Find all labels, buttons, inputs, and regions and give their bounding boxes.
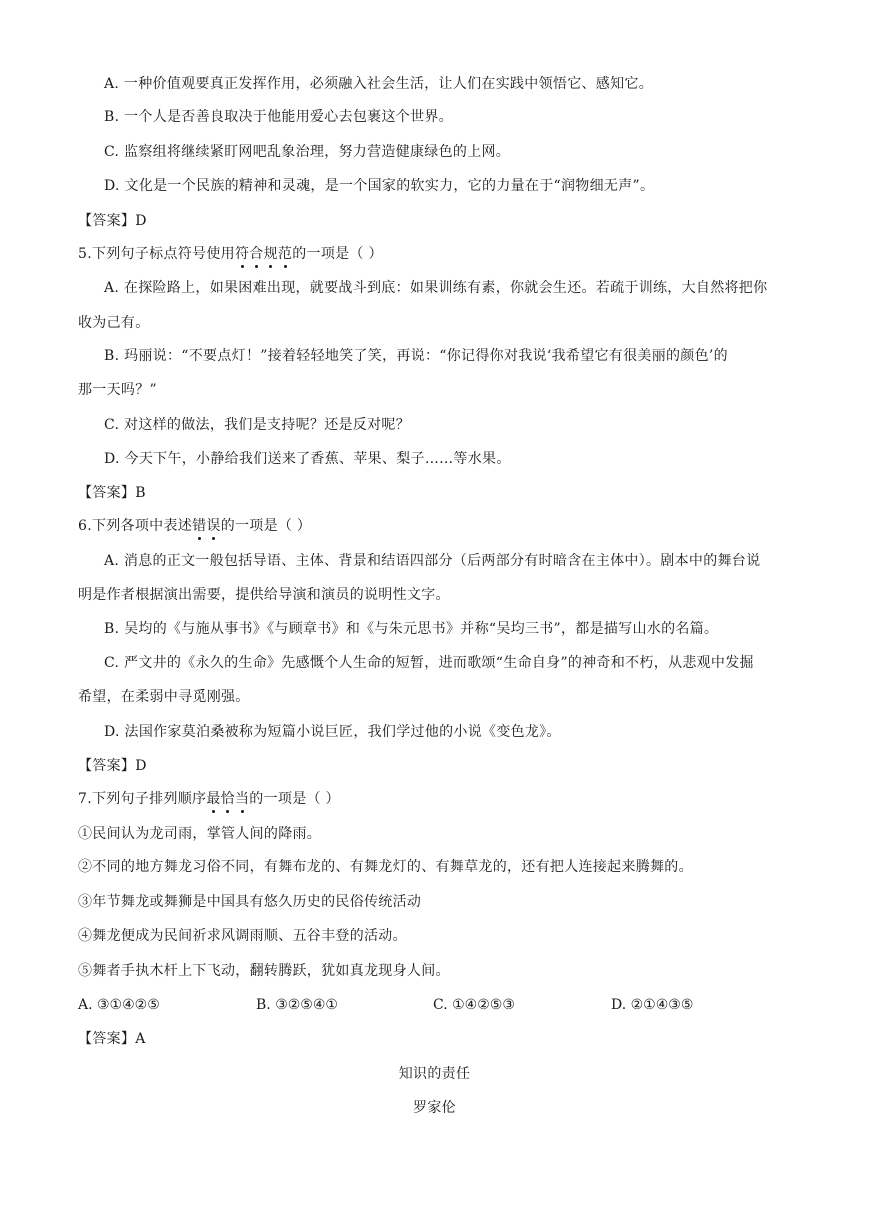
q4-answer: 【答案】D xyxy=(78,213,147,229)
q6-option-b: B. 吴均的《与施从事书》《与顾章书》和《与朱元思书》并称“吴均三书”，都是描写山水的名篇。 xyxy=(104,621,719,637)
q6-answer: 【答案】D xyxy=(78,758,147,774)
q5-answer: 【答案】B xyxy=(78,485,146,501)
q7-sentence-2: ②不同的地方舞龙习俗不同，有舞布龙的、有舞龙灯的、有舞草龙的，还有把人连接起来腾舞的。 xyxy=(78,859,693,875)
q4-option-b: B. 一个人是否善良取决于他能用爱心去包裹这个世界。 xyxy=(104,109,453,125)
q7-options xyxy=(78,995,798,1015)
q7-stem-pre: 7.下列句子排列顺序 xyxy=(78,791,207,807)
q5-stem xyxy=(78,244,383,264)
q5-option-a-line1: A. 在探险路上，如果困难出现，就要战斗到底：如果训练有素，你就会生还。若疏于训练，大自然将把你 xyxy=(104,280,768,296)
q7-option-b: B. ③②⑤④① xyxy=(256,997,338,1013)
q6-option-c-line2: 希望，在柔弱中寻觅刚强。 xyxy=(78,689,250,705)
q7-answer: 【答案】A xyxy=(78,1031,146,1047)
q5-option-c: C. 对这样的做法，我们是支持呢？还是反对呢？ xyxy=(104,417,411,433)
q5-emphasis-char: 合 xyxy=(249,246,264,262)
q5-emphasis-char: 范 xyxy=(277,246,293,262)
q7-sentence-3: ③年节舞龙或舞狮是中国具有悠久历史的民俗传统活动 xyxy=(78,894,422,910)
q7-emphasis-char: 当 xyxy=(234,791,250,807)
q7-option-c: C. ①④②⑤③ xyxy=(433,997,515,1013)
article-author: 罗家伦 xyxy=(413,1100,456,1116)
q6-emphasis-char: 误 xyxy=(206,518,221,534)
q6-stem xyxy=(78,516,311,536)
q4-option-c: C. 监察组将继续紧盯网吧乱象治理，努力营造健康绿色的上网。 xyxy=(104,144,511,160)
q7-sentence-4: ④舞龙便成为民间祈求风调雨顺、五谷丰登的活动。 xyxy=(78,928,407,944)
q6-option-d: D. 法国作家莫泊桑被称为短篇小说巨匠，我们学过他的小说《变色龙》。 xyxy=(104,724,561,740)
q5-option-b-line1: B. 玛丽说：“不要点灯！”接着轻轻地笑了笑，再说：“你记得你对我说‘我希望它有很美丽的颜色’的 xyxy=(104,348,728,364)
q4-option-a: A. 一种价值观要真正发挥作用，必须融入社会生活，让人们在实践中领悟它、感知它。 xyxy=(104,76,654,92)
q6-stem-post: 的一项是（ ） xyxy=(220,518,312,534)
q6-option-c-line1: C. 严文井的《永久的生命》先感慨个人生命的短暂，进而歌颂“生命自身”的神奇和不朽，从悲观中发掘 xyxy=(104,655,754,671)
q7-option-a: A. ③①④②⑤ xyxy=(78,997,160,1013)
q5-option-d: D. 今天下午，小静给我们送来了香蕉、苹果、梨子……等水果。 xyxy=(104,451,511,467)
q6-stem-pre: 6.下列各项中表述 xyxy=(78,518,193,534)
q7-stem xyxy=(78,789,340,809)
q7-sentence-1: ①民间认为龙司雨，掌管人间的降雨。 xyxy=(78,826,322,842)
q6-option-a-line2: 明是作者根据演出需要，提供给导演和演员的说明性文字。 xyxy=(78,587,450,603)
q5-stem-pre: 5.下列句子标点符号使用 xyxy=(78,246,235,262)
article-title: 知识的责任 xyxy=(398,1066,471,1082)
q5-emphasis-char: 符 xyxy=(234,246,250,262)
q6-option-a-line1: A. 消息的正文一般包括导语、主体、背景和结语四部分（后两部分有时暗含在主体中）。剧本中的舞台说 xyxy=(104,553,761,569)
q7-option-d: D. ②①④③⑤ xyxy=(611,997,694,1013)
q4-option-d: D. 文化是一个民族的精神和灵魂，是一个国家的软实力，它的力量在于“润物细无声”。 xyxy=(104,178,655,194)
q5-option-b-line2: 那一天吗？” xyxy=(78,382,157,398)
q7-emphasis-char: 恰 xyxy=(220,791,235,807)
q5-option-a-line2: 收为己有。 xyxy=(78,315,150,331)
q5-emphasis-char: 规 xyxy=(263,246,278,262)
q7-sentence-5: ⑤舞者手执木杆上下飞动，翻转腾跃，犹如真龙现身人间。 xyxy=(78,963,450,979)
q7-stem-post: 的一项是（ ） xyxy=(249,791,340,807)
q6-emphasis-char: 错 xyxy=(192,518,207,534)
q5-stem-post: 的一项是（ ） xyxy=(292,246,383,262)
q7-emphasis-char: 最 xyxy=(206,791,221,807)
